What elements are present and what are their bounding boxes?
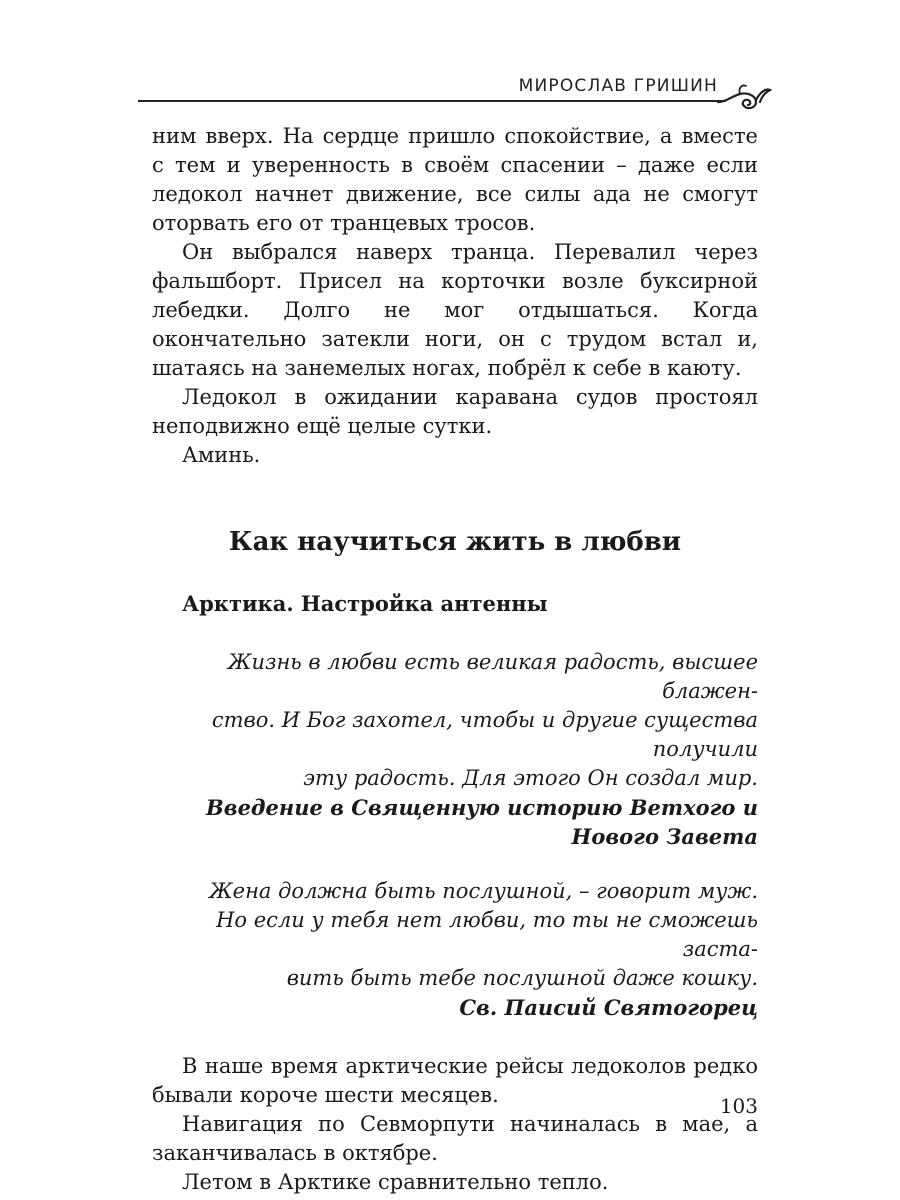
epigraph-source: Введение в Священную историю Ветхого и Нового Завета [206, 795, 758, 849]
chapter-title: Как научиться жить в любви [228, 527, 682, 557]
paragraph: В наше время арктические рейсы ледоколов редко бывали короче шести месяцев. [152, 1054, 758, 1107]
paragraph: Аминь. [182, 443, 261, 467]
page-number: 103 [719, 1094, 758, 1118]
paragraph: Ледокол в ожидании каравана судов простоял неподвижно ещё целые сутки. [152, 385, 758, 438]
paragraph: Летом в Арктике сравнительно тепло. [182, 1170, 609, 1194]
main-text [152, 122, 758, 1197]
flourish-ornament-icon [716, 78, 772, 114]
running-header [138, 70, 778, 110]
epigraph-source: Св. Паисий Святогорец [459, 995, 758, 1020]
section-body [152, 1052, 758, 1197]
paragraph: ним вверх. На сердце пришло спокойствие, а вместе с тем и уверенность в своём спасении – даже если ледокол начнет движение, все силы ада не смогут оторвать его от транцевых тросов. [152, 124, 758, 235]
epigraph-line: Жизнь в любви есть великая радость, высшее блажен- [227, 650, 758, 703]
epigraph [152, 648, 758, 851]
epigraph-line: эту радость. Для этого Он создал мир. [303, 766, 758, 790]
section-title: Арктика. Настройка антенны [182, 591, 548, 616]
epigraph-line: ство. И Бог захотел, чтобы и другие существа получили [211, 708, 758, 761]
paragraph: Он выбрался наверх транца. Перевалил через фальшборт. Присел на корточки возле буксирной лебедки. Долго не мог отдышаться. Когда окончательно затекли ноги, он с трудом встал и, шатаясь на занемелых ногах, побрёл к себе в каюту. [152, 240, 758, 380]
epigraph-line: Жена должна быть послушной, – говорит муж. [209, 879, 758, 903]
epigraph-line: вить быть тебе послушной даже кошку. [286, 966, 758, 990]
header-rule [138, 100, 726, 102]
paragraph: Навигация по Севморпути начиналась в мае, а заканчивалась в октябре. [152, 1112, 758, 1165]
author-name: МИРОСЛАВ ГРИШИН [518, 76, 718, 96]
epigraph-line: Но если у тебя нет любви, то ты не сможешь застa- [216, 908, 758, 961]
epigraph [152, 877, 758, 1022]
